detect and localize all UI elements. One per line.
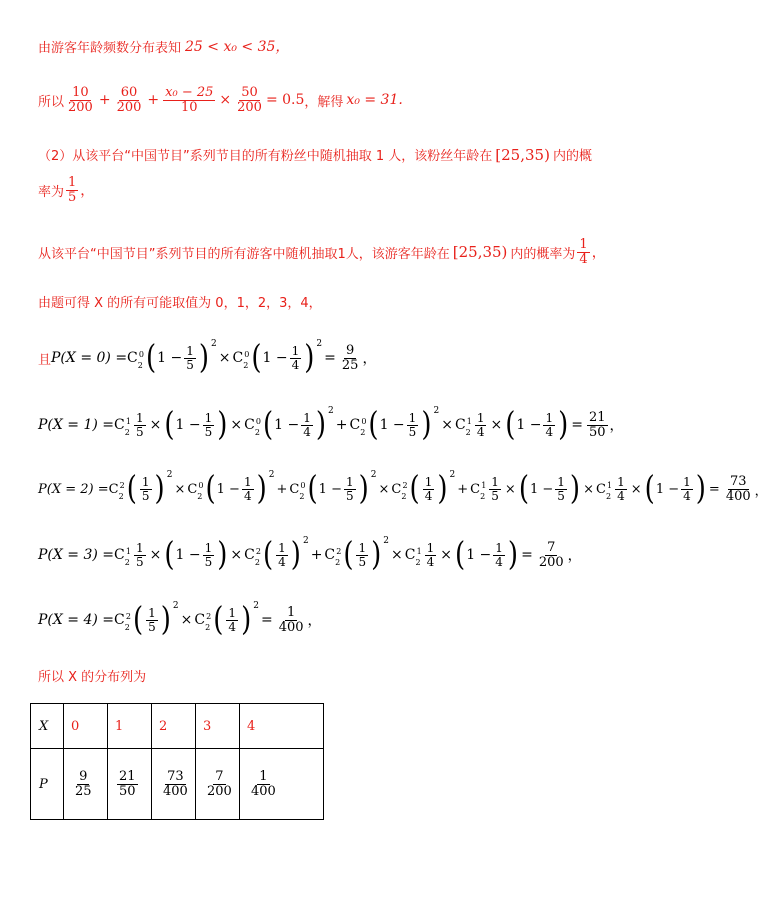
punct: ， [591,245,606,262]
px3-line: P(X = 3) = C 2 1 $\frac{1}{5}$ × ( 1 − $\frac{1}{5}$ ) × C 2 2 ( $\frac{1}{4}$ ) 2 + C 2 2 ( $\frac{1}{5}$ ) 2 × C 2 1 $\frac{1}{4}$ × ( 1 − $\frac{1}{4}$ ) = $\frac{7}{200}$ ， [38,536,582,574]
distribution-caption [38,666,146,685]
x-header: X [31,704,64,749]
visitor-line [38,238,606,266]
fraction-2: $\frac{60}{200}$ [116,85,142,115]
p-value: $\frac{9}{25}$ [64,749,108,820]
part2-tail: 内的概 [552,149,592,164]
x-value: 1 [108,704,152,749]
table-row [31,704,324,749]
part2-text: （2）从该平台“中国节目”系列节目的所有粉丝中随机抽取 1 人，该粉丝年龄在 [38,149,493,164]
punct: ， [754,483,768,499]
x-value: 2 [152,704,196,749]
part2-prob-line [38,176,94,204]
punct: ， [362,351,377,367]
and-label: 且 [38,352,52,368]
px3-lhs: P(X = 3) = [38,547,115,563]
visitor-tail: 内的概率为 [510,246,576,262]
visitor-prob-fraction: $\frac{1}{4}$ [579,237,588,267]
fraction-4: $\frac{50}{200}$ [237,85,262,115]
p-value: $\frac{1}{400}$ [240,749,324,820]
px1-lhs: P(X = 1) = [38,417,115,433]
part2-line [38,145,592,164]
px2-lhs: P(X = 2) = [38,481,109,497]
given-condition-line [38,36,289,56]
table-row [31,749,324,820]
possible-values-line [38,292,322,311]
px3-result: $\frac{7}{200}$ [538,539,564,570]
part2-interval: [25,35) [495,145,550,164]
p-value: $\frac{21}{50}$ [108,749,152,820]
px1-result: $\frac{21}{50}$ [589,409,606,440]
px2-line: P(X = 2) = C 2 2 ( $\frac{1}{5}$ ) 2 × C 2 0 ( 1 − $\frac{1}{4}$ ) 2 + C 2 0 ( 1 − $\frac{1}{5}$ ) 2 × C 2 2 ( $\frac{1}{4}$ ) 2 + C 2 1 $\frac{1}{5}$ × ( 1 − $\frac{1}{5}$ ) × C 2 1 $\frac{1}{4}$ × ( 1 − $\frac{1}{4}$ ) = $\frac{73}{400}$ ， [38,470,768,508]
p-value: $\frac{7}{200}$ [196,749,240,820]
x-value: 3 [196,704,240,749]
solution-value: x₀ = 31. [346,92,403,109]
part2-rate-label: 率为 [38,184,65,200]
equation-line: 所以 $\frac{10}{200}$ + $\frac{60}{200}$ + $\frac{\text{x₀ − 25}}{10}$ × $\frac{50}{200}$ = 0.5 ，解得 x₀ = 31. [38,85,403,115]
so-label: 所以 [38,94,65,110]
px4-line: P(X = 4) = C 2 2 ( $\frac{1}{5}$ ) 2 × C 2 2 ( $\frac{1}{4}$ ) 2 = $\frac{1}{400}$ ， [38,601,322,639]
equals-half: = 0.5 [265,92,305,109]
px4-result: $\frac{1}{400}$ [278,604,304,635]
x-value: 0 [64,704,108,749]
px0-lhs: P(X = 0) = [51,350,128,366]
p-header: P [31,749,64,820]
p-value: $\frac{73}{400}$ [152,749,196,820]
fraction-3: $\frac{\text{x₀ − 25}}{10}$ [165,85,214,115]
px4-lhs: P(X = 4) = [38,612,115,628]
fan-prob-fraction: $\frac{1}{5}$ [68,175,77,205]
visitor-interval: [25,35) [452,243,508,262]
solve-label: ，解得 [304,94,344,110]
visitor-text: 从该平台“中国节目”系列节目的所有游客中随机抽取1人，该游客年龄在 [38,246,450,262]
possible-values-text: 由题可得 X 的所有可能取值为 0，1，2，3，4， [38,296,322,311]
px2-result: $\frac{73}{400}$ [725,473,751,504]
punct: ， [567,548,582,564]
given-condition-expr: 25 < x₀ < 35， [185,39,290,55]
fraction-1: $\frac{10}{200}$ [68,85,93,115]
punct: ， [307,613,322,629]
x-value: 4 [240,704,324,749]
given-condition-text: 由游客年龄频数分布表知 [38,40,182,56]
px0-result: $\frac{9}{25}$ [341,342,359,373]
punct: ， [80,183,95,200]
px0-line: 且 P(X = 0) = C 2 0 ( 1 − $\frac{1}{5}$ ) 2 × C 2 0 ( 1 − $\frac{1}{4}$ ) 2 = $\frac{9}{25}$ ， [38,339,377,377]
px1-line: P(X = 1) = C 2 1 $\frac{1}{5}$ × ( 1 − $\frac{1}{5}$ ) × C 2 0 ( 1 − $\frac{1}{4}$ ) 2 + C 2 0 ( 1 − $\frac{1}{5}$ ) 2 × C 2 1 $\frac{1}{4}$ × ( 1 − $\frac{1}{4}$ ) = $\frac{21}{50}$ ， [38,406,624,444]
distribution-caption-text: 所以 X 的分布列为 [38,670,147,685]
distribution-table [30,703,324,820]
punct: ， [609,418,624,434]
